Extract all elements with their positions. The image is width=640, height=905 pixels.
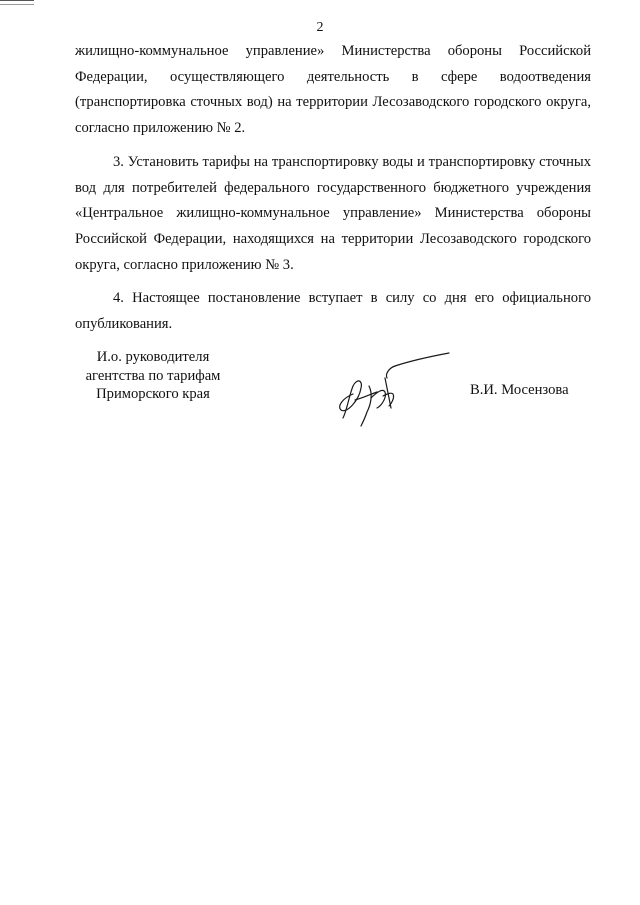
signatory-title <box>68 348 238 404</box>
signature-block <box>0 348 640 438</box>
paragraph-continuation: жилищно-коммунальное управление» Министерства обороны Российской Федерации, осуществляющего деятельность в сфере водоотведения (транспортировка сточных вод) на территории Лесозаводского городского округа, согласно приложению № 2. <box>75 43 591 137</box>
scan-corner-mark <box>0 0 34 5</box>
document-body <box>75 39 591 346</box>
signatory-title-line: И.о. руководителя <box>96 349 210 365</box>
page-number: 2 <box>316 20 324 35</box>
paragraph-item-4: 4. Настоящее постановление вступает в силу со дня его официального опубликования. <box>75 290 591 333</box>
handwritten-signature-icon <box>325 348 455 428</box>
signatory-name: В.И. Мосензова <box>470 382 569 398</box>
signatory-title-line: агентства по тарифам <box>85 367 221 384</box>
paragraph-item-3: 3. Установить тарифы на транспортировку воды и транспортировку сточных вод для потребителей федерального государственного бюджетного учреждения «Центральное жилищно-коммунальное управление» Министерства обороны Российской Федерации, находящихся на территории Лесозаводского городского округа, согласно приложению № 3. <box>75 153 591 273</box>
signatory-title-line: Приморского края <box>96 386 210 402</box>
